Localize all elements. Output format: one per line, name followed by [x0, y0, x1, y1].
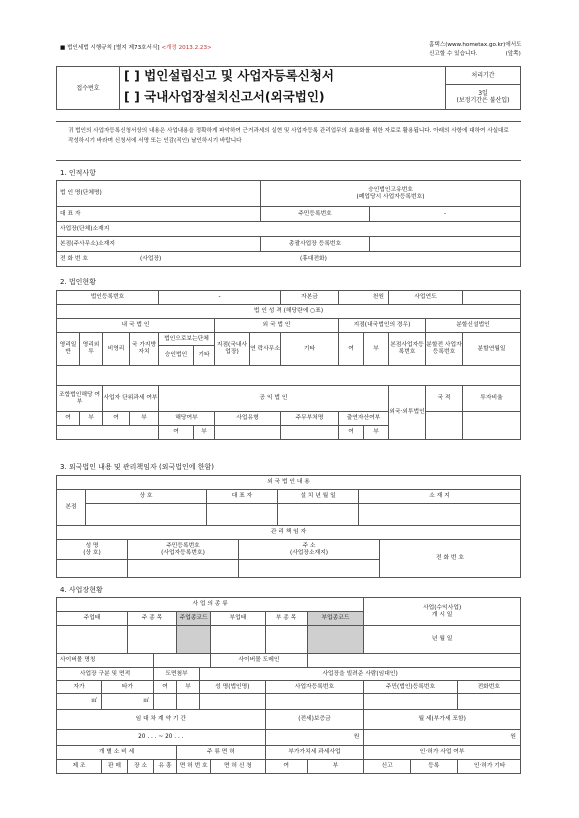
page-side: (앞쪽)	[505, 51, 521, 57]
section-4-table	[56, 597, 521, 774]
sub-type-label: 부업태	[211, 612, 265, 626]
pre-split-biz-no-label: 분할전 사업자등록번호	[426, 333, 463, 366]
biz-kind-header: 사 업 의 종 류	[57, 598, 364, 612]
public-contribution-label: 출연자산여부	[339, 412, 389, 426]
license-report[interactable]: 신고	[364, 760, 411, 774]
lessor-name-label: 성 명(법인명)	[200, 681, 266, 694]
established-date-label: 설 치 년 월 일	[278, 490, 359, 504]
rrn-label: 주민등록번호	[261, 207, 370, 222]
section-3-heading: 3. 외국법인 내용 및 관리책임자 (외국법인에 한함)	[60, 463, 214, 471]
unit-tax-no[interactable]: 부	[130, 412, 159, 426]
processing-note: (보정기간은 불산입)	[456, 96, 510, 104]
main-type-input[interactable]	[57, 626, 128, 654]
manager-name-input[interactable]	[57, 560, 128, 578]
license-permit	[457, 760, 520, 774]
license-permit-text[interactable]: 인·허가	[473, 763, 493, 769]
manager-address-input[interactable]	[239, 560, 380, 578]
drawing-yes[interactable]: 여	[154, 681, 177, 694]
lease-period-input[interactable]: 20 . . . ~ 20 . . .	[57, 730, 266, 746]
public-biz-type-input[interactable]	[215, 426, 281, 440]
public-applicable-label: 해당여부	[159, 412, 215, 426]
processing-period-value	[446, 84, 521, 110]
capital-unit: 천원	[339, 291, 389, 305]
license-biz-label: 인·허가 사업 여부	[364, 746, 521, 760]
start-date-label	[364, 598, 521, 626]
main-type-label: 주업태	[57, 612, 128, 626]
sub-code-input[interactable]	[307, 626, 364, 654]
manager-name-sub: (상 호)	[83, 549, 101, 556]
start-date-sub: 개 시 일	[431, 611, 453, 618]
foreign-rep-input[interactable]	[207, 504, 278, 526]
hq-label: 본점	[57, 490, 86, 526]
corp-nature-note: (해당란에 ○표)	[283, 308, 324, 314]
cb-profit-general[interactable]: 영리일반	[57, 333, 80, 366]
business-address-label: 사업장(단체)소재지	[57, 222, 521, 237]
hometax-line1: 홈택스(www.hometax.go.kr)에서도	[429, 42, 522, 48]
corp-nature-label: 법 인 성 격	[253, 308, 282, 314]
public-yes[interactable]: 여	[159, 426, 194, 440]
vat-biz-label: 부가가치세 과세사업	[265, 746, 364, 760]
coop-no[interactable]: 부	[80, 412, 103, 426]
reception-number-label: 접수번호	[57, 67, 120, 110]
excise-tax-label: 개 별 소 비 세	[57, 746, 177, 760]
capital-label: 자본금	[281, 291, 339, 305]
excise-entertainment[interactable]: 유 흥	[154, 760, 177, 774]
corp-nature-input-row[interactable]	[57, 366, 521, 386]
vat-yes[interactable]: 여	[265, 760, 307, 774]
section-1-table	[56, 180, 521, 267]
drawing-label: 도면첨부	[154, 668, 200, 681]
manager-phone-label: 전 화 번 호	[380, 540, 521, 578]
start-date-text: 사업(수익사업)	[423, 604, 462, 611]
spinoff-label: 분할신설법인	[426, 319, 521, 333]
cb-profit-foreign[interactable]: 영리외투	[80, 333, 103, 366]
revision-date: <개정 2013.2.23>	[161, 45, 212, 51]
sub-item-label: 부 종 목	[265, 612, 307, 626]
deemed-corp-label: 법인으로보는단체	[159, 333, 215, 346]
coop-yes[interactable]: 여	[57, 412, 80, 426]
lease-period-label: 임 대 차 계 약 기 간	[57, 710, 266, 730]
corp-nature-header	[57, 305, 521, 319]
license-application-label: 면 허 신 청	[211, 760, 265, 774]
lessor-rrn-label: 주민(법인)등록번호	[364, 681, 457, 694]
excise-manufacture[interactable]: 제 조	[57, 760, 102, 774]
hometax-notice	[429, 41, 522, 59]
place-kind-label: 사업장 구분 및 면적	[57, 668, 154, 681]
lessor-header: 사업장을 빌려준 사람(임대인)	[200, 668, 521, 681]
foreign-corp-label: 외 국 법 인	[215, 319, 339, 333]
license-other-text[interactable]: 기타	[494, 763, 506, 769]
investment-ratio-input[interactable]	[463, 412, 521, 440]
section-3-table	[56, 475, 521, 526]
fiscal-year-label: 사업연도	[389, 291, 463, 305]
nationality-input[interactable]	[426, 412, 463, 440]
other-label: 타가	[102, 681, 154, 694]
unit-tax-label: 사업자 단위과세 여부	[103, 386, 159, 412]
own-area-input[interactable]: ㎡	[57, 694, 102, 710]
cb-branch-no[interactable]: 부	[364, 333, 389, 366]
foreign-rep-label: 대 표 자	[207, 490, 278, 504]
excise-sale[interactable]: 판 매	[102, 760, 128, 774]
license-number-label: 면 허 번 호	[177, 760, 211, 774]
hq-reg-input[interactable]	[370, 237, 521, 252]
guidance-notice: 귀 법인의 사업자등록신청서상의 내용은 사업내용을 정확하게 파악하여 근거과세의 실현 및 사업자등록 관리업무의 효율화를 위한 자료로 활용됩니다. 아래의 사항에 대하여 사실대로 작성하시기 바라며 신청서에 서명 또는 인감(직인) 날인하시기 바랍니다	[56, 121, 521, 161]
form-reference-text: ■ 법인세법 시행규칙 [별지 제73호서식]	[60, 45, 162, 51]
foreign-address-label: 소 재 지	[359, 490, 521, 504]
monthly-rent-input[interactable]: 원	[364, 730, 521, 746]
deposit-label: (전세)보증금	[265, 710, 364, 730]
public-corp-label: 공 익 법 인	[159, 386, 389, 412]
approval-number-text: 승인법인고유번호	[368, 186, 413, 193]
foreign-content-header: 외 국 법 인 내 용	[57, 476, 521, 490]
hometax-line2: 신고할 수 있습니다.	[429, 51, 478, 57]
main-code-label: 주업종코드	[177, 612, 211, 626]
cb-branch-yes[interactable]: 여	[339, 333, 364, 366]
fiscal-year-input[interactable]	[463, 291, 521, 305]
license-register[interactable]: 등록	[410, 760, 457, 774]
phone-mobile: (휴대전화)	[300, 255, 327, 262]
hq-biz-no-label: 본점사업자등록번호	[389, 333, 426, 366]
phone-label: 전 화 번 호	[60, 255, 88, 262]
main-item-label: 주 종 목	[128, 612, 177, 626]
manager-address-label	[239, 540, 380, 560]
start-date-input[interactable]: 년 월 일	[364, 626, 521, 654]
split-date-label: 분할연월일	[463, 333, 521, 366]
hq-reg-label: 총괄사업장 등록번호	[261, 237, 370, 252]
lessor-phone-label: 전화번호	[457, 681, 520, 694]
cb-foreign-other[interactable]: 기타	[281, 333, 339, 366]
manager-rrn-sub: (사업자등록번호)	[161, 549, 205, 556]
cyber-mall-name-input[interactable]	[154, 654, 211, 668]
lessor-name-input[interactable]	[200, 694, 266, 710]
manager-header: 관 리 책 임 자	[57, 526, 521, 540]
domestic-corp-label: 내 국 법 인	[57, 319, 215, 333]
phone-business: (사업장)	[140, 255, 162, 262]
branch-label: 지점(내국법인의 경우)	[339, 319, 426, 333]
manager-rrn-input[interactable]	[128, 560, 239, 578]
sub-code-label: 부업종코드	[307, 612, 364, 626]
contribution-yes[interactable]: 여	[339, 426, 364, 440]
lessor-rrn-input[interactable]	[364, 694, 457, 710]
vat-no[interactable]: 부	[307, 760, 364, 774]
corp-reg-label: 법인등록번호	[57, 291, 159, 305]
cyber-mall-name-label: 사이버몰 명칭	[57, 654, 154, 668]
other-area-input[interactable]: ㎡	[102, 694, 154, 710]
cb-deemed-other[interactable]: 기타	[194, 346, 215, 366]
section-2-heading: 2. 법인현황	[60, 278, 96, 286]
cb-liaison-office[interactable]: 연 락사무소	[250, 333, 281, 366]
cyber-mall-domain-label: 사이버몰 도메인	[211, 654, 307, 668]
main-code-input[interactable]	[177, 626, 211, 654]
cb-approved-corp[interactable]: 승인법인	[159, 346, 194, 366]
unit-tax-yes[interactable]: 여	[103, 412, 130, 426]
manager-address-sub: (사업장소재지)	[289, 549, 329, 556]
manager-address-text: 주 소	[302, 542, 316, 549]
section-2-table	[56, 290, 521, 440]
nationality-label: 국 적	[426, 386, 463, 412]
manager-name-text: 성 명	[85, 542, 99, 549]
cb-nonprofit[interactable]: 비영리	[103, 333, 130, 366]
title-line-2: [ ] 국내사업장설치신고서(외국법인)	[120, 84, 446, 110]
public-biz-type-label: 사업유형	[215, 412, 281, 426]
sub-item-input[interactable]	[265, 626, 307, 654]
liquor-license-label: 주 류 면 허	[177, 746, 266, 760]
excise-place[interactable]: 장 소	[128, 760, 154, 774]
processing-period-label: 처리기간	[446, 67, 521, 85]
established-date-input[interactable]	[278, 504, 359, 526]
drawing-no-input[interactable]	[177, 694, 200, 710]
trade-name-label: 상 호	[86, 490, 207, 504]
manager-table	[56, 525, 521, 578]
drawing-no[interactable]: 부	[177, 681, 200, 694]
title-line-1: [ ] 법인설립신고 및 사업자등록신청서	[120, 67, 446, 85]
contribution-no[interactable]: 부	[364, 426, 389, 440]
form-reference	[60, 43, 212, 51]
deposit-input[interactable]: 원	[265, 730, 364, 746]
own-label: 자가	[57, 681, 102, 694]
lessor-biz-no-input[interactable]	[265, 694, 364, 710]
coop-blank	[57, 426, 159, 440]
monthly-rent-label: 월 세(부가세 포함)	[364, 710, 521, 730]
public-no[interactable]: 부	[194, 426, 215, 440]
investment-ratio-label: 투자비율	[463, 386, 521, 412]
hq-address-label: 본점(주사무소)소재지	[57, 237, 261, 252]
foreign-investment-label: 외국·외투법인	[389, 386, 426, 440]
cb-foreign-branch[interactable]: 지점(국내사업장)	[215, 333, 250, 366]
lessor-phone-input[interactable]	[457, 694, 520, 710]
foreign-address-input[interactable]	[359, 504, 521, 526]
section-4-heading: 4. 사업장현황	[60, 586, 103, 594]
coop-label: 조합법인해당 여부	[57, 386, 103, 412]
manager-rrn-text: 주민등록번호	[166, 542, 200, 549]
public-agency-label: 주무부처명	[281, 412, 339, 426]
lessor-biz-no-label: 사업자등록번호	[265, 681, 364, 694]
cyber-mall-domain-input[interactable]	[307, 654, 520, 668]
title-block	[56, 66, 521, 110]
corp-name-label: 법 인 명(단체명)	[57, 181, 261, 207]
approval-number-sub: (폐업당시 사업자등록번호)	[356, 193, 425, 200]
manager-name-label	[57, 540, 128, 560]
manager-rrn-label	[128, 540, 239, 560]
processing-days: 3일	[478, 89, 488, 97]
corp-reg-input[interactable]: -	[159, 291, 281, 305]
drawing-yes-input[interactable]	[154, 694, 177, 710]
public-agency-input[interactable]	[281, 426, 339, 440]
sub-type-input[interactable]	[211, 626, 265, 654]
cb-state-local[interactable]: 국 가지방자치	[130, 333, 159, 366]
section-1-heading: 1. 인적사항	[60, 169, 96, 177]
trade-name-input[interactable]	[86, 504, 207, 526]
main-item-input[interactable]	[128, 626, 177, 654]
approval-number-label	[261, 181, 521, 207]
phone-row	[57, 252, 521, 267]
rrn-input[interactable]: -	[370, 207, 521, 222]
representative-label: 대 표 자	[57, 207, 261, 222]
